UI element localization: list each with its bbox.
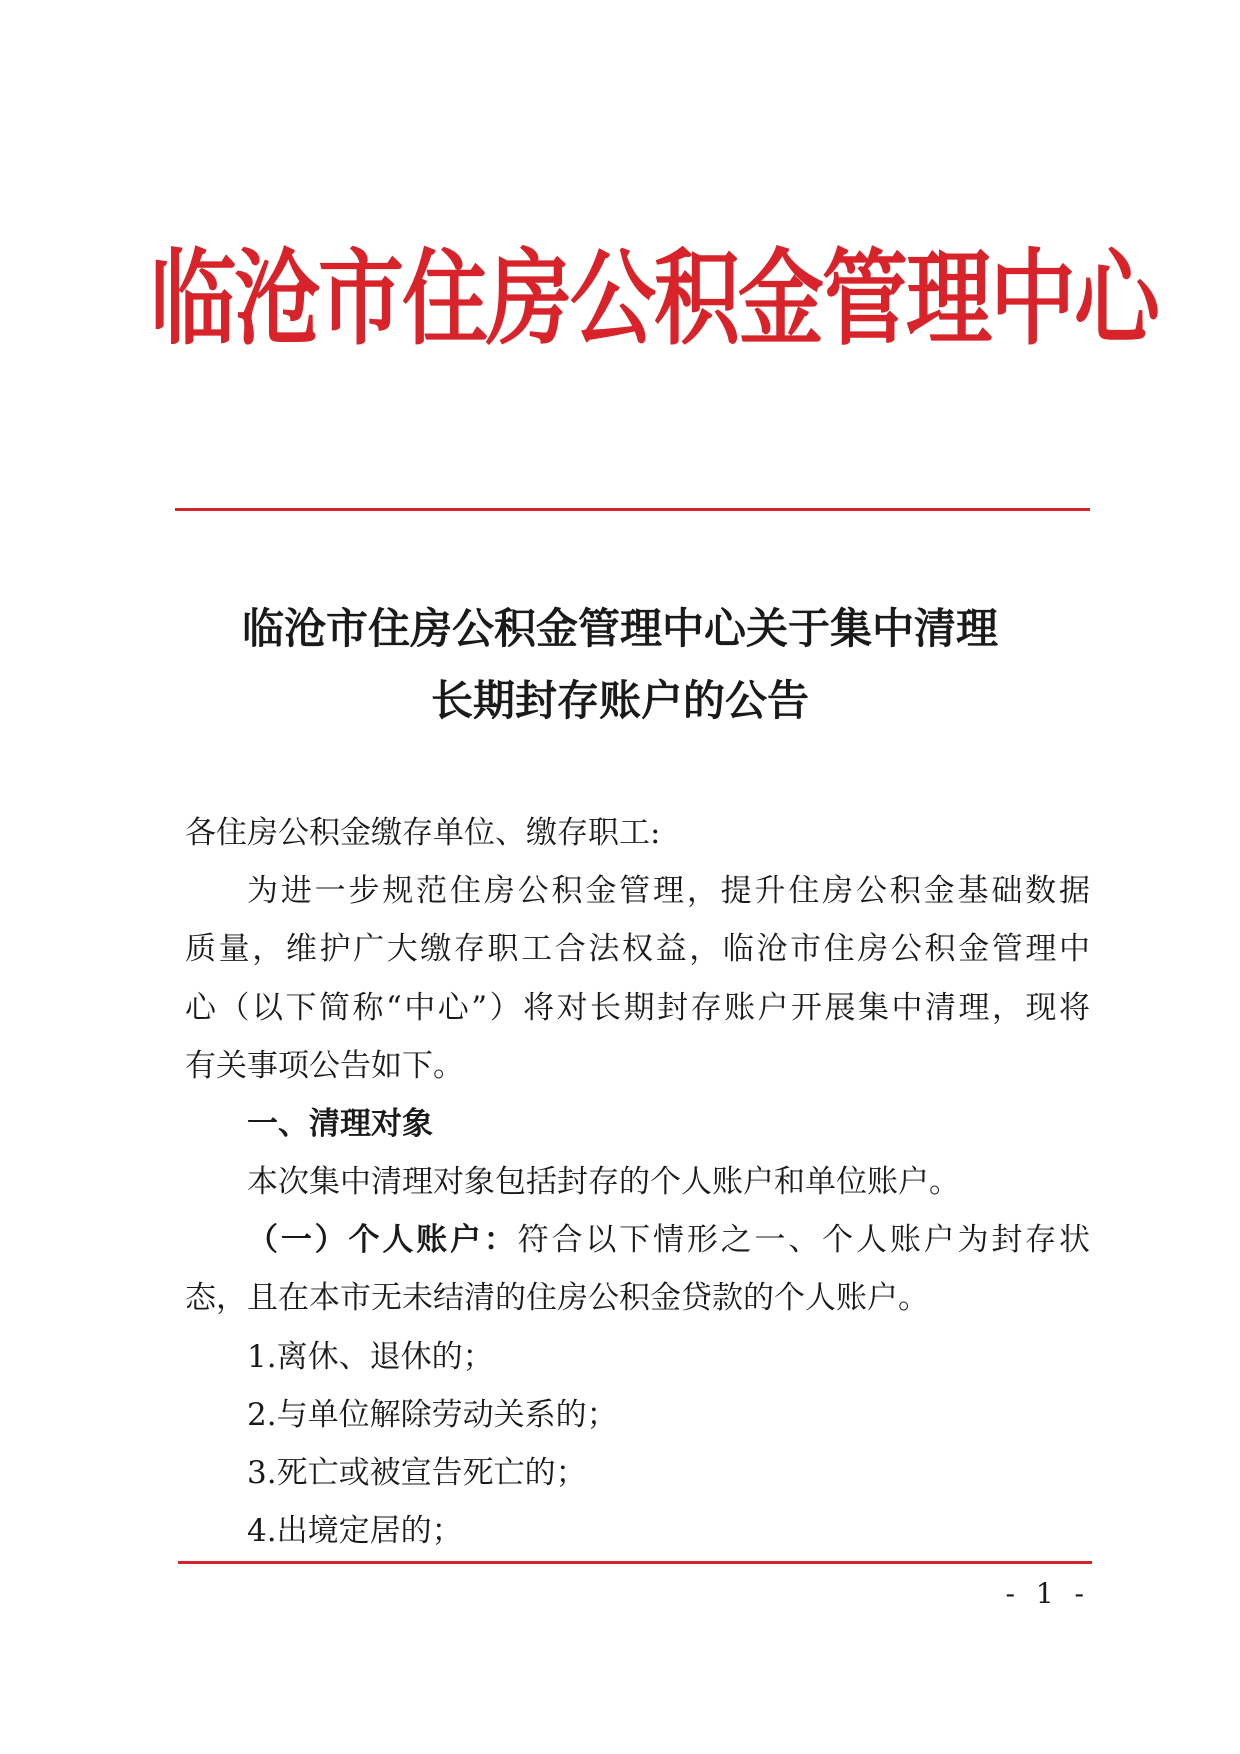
personal-account-line-1 — [247, 1222, 1091, 1258]
intro-line-4: 有关事项公告如下。 — [185, 1048, 464, 1084]
masthead-red-rule — [175, 508, 1090, 511]
salutation: 各住房公积金缴存单位、缴存职工: — [185, 815, 661, 851]
masthead-title: 临沧市住房公积金管理中心 — [150, 239, 1158, 360]
notice-title-line-1: 临沧市住房公积金管理中心关于集中清理 — [241, 604, 998, 653]
personal-account-line-2: 态，且在本市无未结清的住房公积金贷款的个人账户。 — [185, 1280, 929, 1316]
footer-red-rule — [178, 1561, 1092, 1564]
personal-account-lead: （一）个人账户： — [247, 1222, 518, 1258]
section-heading-1: 一、清理对象 — [247, 1106, 433, 1142]
list-item: 4.出境定居的； — [247, 1513, 463, 1549]
list-item: 3.死亡或被宣告死亡的； — [247, 1455, 587, 1491]
intro-line-1: 为进一步规范住房公积金管理，提升住房公积金基础数据 — [247, 873, 1090, 909]
list-item: 2.与单位解除劳动关系的； — [247, 1397, 618, 1433]
list-item: 1.离休、退休的； — [247, 1339, 494, 1375]
personal-account-text: 符合以下情形之一、个人账户为封存状 — [517, 1222, 1091, 1258]
page-number: - 1 - — [1005, 1577, 1090, 1610]
intro-line-3: 心（以下简称“中心”）将对长期封存账户开展集中清理，现将 — [185, 990, 1090, 1026]
section1-body: 本次集中清理对象包括封存的个人账户和单位账户。 — [247, 1164, 960, 1200]
intro-line-2: 质量，维护广大缴存职工合法权益，临沧市住房公积金管理中 — [185, 931, 1090, 967]
notice-title-line-2: 长期封存账户的公告 — [430, 676, 809, 725]
